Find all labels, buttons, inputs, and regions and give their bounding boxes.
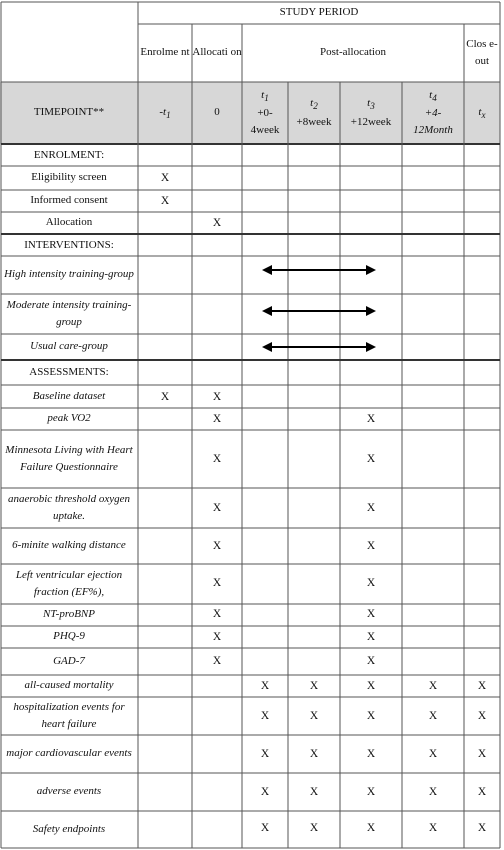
row-peak-vo2: peak VO2 — [47, 412, 91, 425]
row-allocation: Allocation — [45, 216, 93, 229]
row-moderate-intensity-group: Moderate intensity training-group — [6, 298, 132, 328]
mark-baseline-enrolment: X — [160, 391, 170, 403]
row-all-caused-mortality: all-caused mortality — [24, 679, 114, 692]
mark-allocation-allocation: X — [212, 217, 222, 229]
mark-vo2-allocation: X — [212, 413, 222, 425]
mark-mort-t3: X — [366, 680, 376, 692]
row-nt-probnp: NT-proBNP — [43, 608, 95, 621]
mark-safety-tx: X — [477, 822, 487, 834]
mark-mace-t1: X — [260, 748, 270, 760]
study-period-header: STUDY PERIOD — [279, 6, 359, 19]
timepoint-t2: $t_2$ +8week — [296, 97, 332, 128]
row-hospitalization: hospitalization events for heart failure — [13, 700, 125, 730]
timepoint-enrolment: $-t_1$ — [159, 105, 171, 120]
timepoint-t1: $t_1$ +0- 4week — [250, 88, 280, 137]
section-assessments: ASSESSMENTS: — [29, 366, 109, 379]
row-anaerobic-threshold: anaerobic threshold oxygen uptake. — [8, 492, 130, 522]
mark-phq-t3: X — [366, 631, 376, 643]
mark-vo2-t3: X — [366, 413, 376, 425]
mark-mace-tx: X — [477, 748, 487, 760]
row-safety-endpoints: Safety endpoints — [32, 822, 106, 835]
mark-hosp-t1: X — [260, 710, 270, 722]
timepoint-t3: $t_3$ +12week — [350, 97, 392, 128]
mark-lvef-t3: X — [366, 577, 376, 589]
mark-adverse-t3: X — [366, 786, 376, 798]
mark-mlhfq-t3: X — [366, 453, 376, 465]
row-baseline-dataset: Baseline dataset — [32, 389, 106, 402]
mark-safety-t1: X — [260, 822, 270, 834]
mark-safety-t3: X — [366, 822, 376, 834]
row-mlhfq: Minnesota Living with Heart Failure Questionnaire — [5, 443, 133, 473]
arrow-moderate-intensity-right-head — [366, 306, 376, 316]
mark-hosp-t4: X — [428, 710, 438, 722]
mark-adverse-t1: X — [260, 786, 270, 798]
arrow-high-intensity-right-head — [366, 265, 376, 275]
mark-mort-t1: X — [260, 680, 270, 692]
mark-adverse-tx: X — [477, 786, 487, 798]
row-adverse-events: adverse events — [36, 785, 102, 798]
mark-gad-t3: X — [366, 655, 376, 667]
mark-consent-enrolment: X — [160, 195, 170, 207]
allocation-header: Allocati on — [192, 46, 242, 59]
mark-mort-tx: X — [477, 680, 487, 692]
post-allocation-header: Post-allocation — [320, 46, 386, 59]
mark-baseline-allocation: X — [212, 391, 222, 403]
mark-phq-allocation: X — [212, 631, 222, 643]
mark-safety-t4: X — [428, 822, 438, 834]
mark-mort-t4: X — [428, 680, 438, 692]
mark-mace-t4: X — [428, 748, 438, 760]
row-major-cv-events: major cardiovascular events — [6, 747, 132, 760]
mark-mace-t3: X — [366, 748, 376, 760]
row-high-intensity-group: High intensity training-group — [4, 268, 134, 281]
row-eligibility-screen: Eligibility screen — [31, 171, 107, 184]
close-out-header: Clos e-out — [466, 37, 498, 67]
mark-at-t3: X — [366, 502, 376, 514]
mark-walk-t3: X — [366, 540, 376, 552]
mark-hosp-tx: X — [477, 710, 487, 722]
mark-bnp-t3: X — [366, 608, 376, 620]
mark-bnp-allocation: X — [212, 608, 222, 620]
enrolment-header: Enrolme nt — [140, 46, 190, 59]
mark-adverse-t2: X — [309, 786, 319, 798]
mark-mlhfq-allocation: X — [212, 453, 222, 465]
mark-hosp-t3: X — [366, 710, 376, 722]
arrow-usual-care-left-head — [262, 342, 272, 352]
mark-safety-t2: X — [309, 822, 319, 834]
mark-hosp-t2: X — [309, 710, 319, 722]
mark-mace-t2: X — [309, 748, 319, 760]
mark-gad-allocation: X — [212, 655, 222, 667]
timepoint-t4: $t_4$ +4- 12Month — [413, 88, 453, 137]
arrow-usual-care-right-head — [366, 342, 376, 352]
mark-mort-t2: X — [309, 680, 319, 692]
mark-adverse-t4: X — [428, 786, 438, 798]
mark-at-allocation: X — [212, 502, 222, 514]
arrow-high-intensity-left-head — [262, 265, 272, 275]
row-lvef: Left ventricular ejection fraction (EF%), — [15, 568, 123, 598]
row-phq9: PHQ-9 — [53, 630, 85, 643]
mark-eligibility-enrolment: X — [160, 172, 170, 184]
mark-lvef-allocation: X — [212, 577, 222, 589]
mark-walk-allocation: X — [212, 540, 222, 552]
row-gad7: GAD-7 — [53, 654, 85, 667]
arrow-moderate-intensity-left-head — [262, 306, 272, 316]
row-usual-care-group: Usual care-group — [30, 340, 108, 353]
row-6-minute-walk: 6-minite walking distance — [12, 539, 126, 552]
timepoint-allocation: 0 — [214, 106, 220, 119]
section-enrolment: ENROLMENT: — [33, 149, 105, 162]
timepoint-close-out: $t_x$ — [478, 105, 486, 120]
row-informed-consent: Informed consent — [30, 194, 108, 207]
timepoint-header: TIMEPOINT** — [33, 106, 105, 119]
section-interventions: INTERVENTIONS: — [24, 238, 114, 251]
